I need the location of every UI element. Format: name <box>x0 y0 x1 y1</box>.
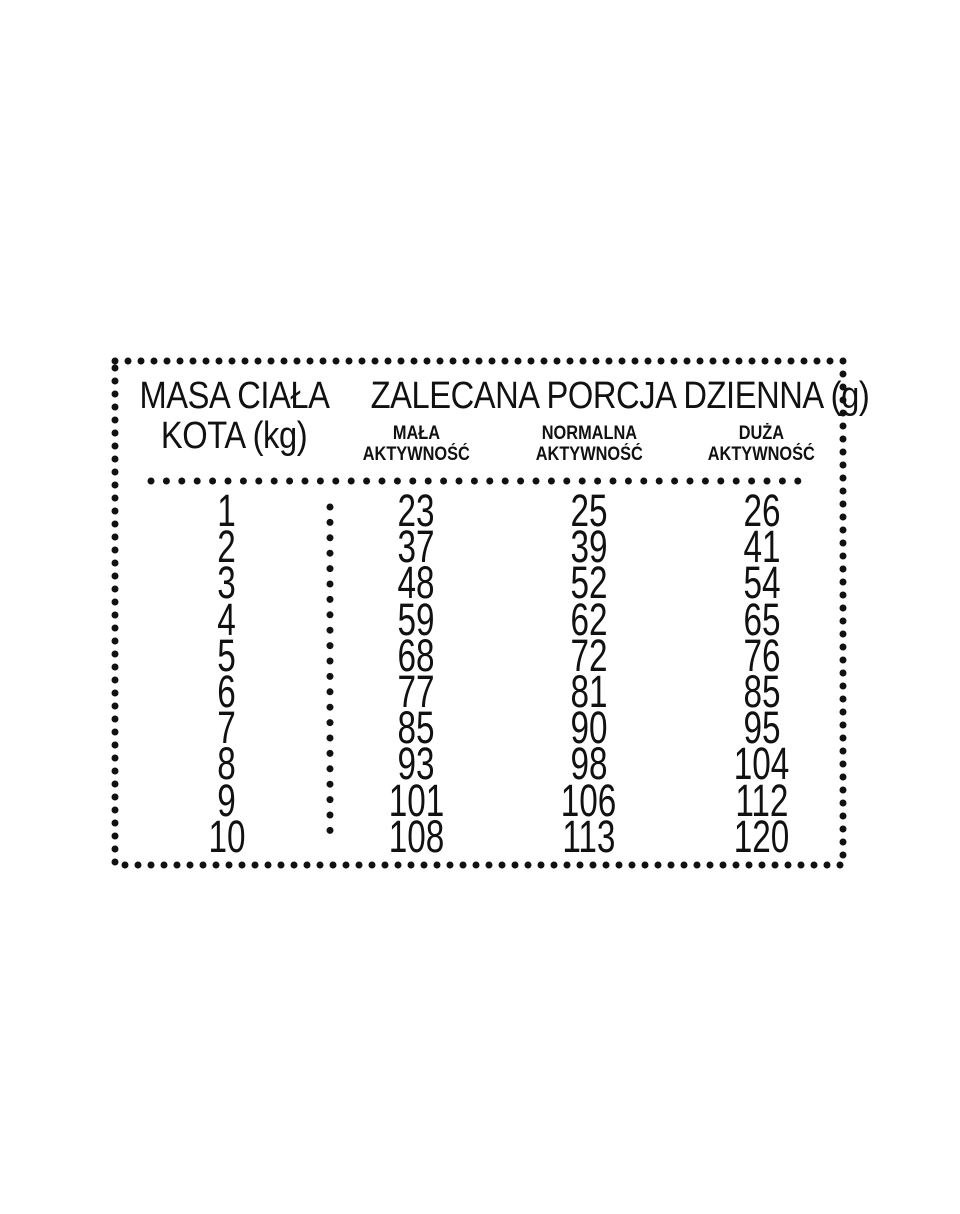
cell-low-activity-value: 59 <box>397 593 435 645</box>
cell-normal-activity-value: 90 <box>570 702 608 754</box>
subheader-high-line1: DUŻA <box>738 423 785 444</box>
cell-weight-value: 8 <box>217 738 237 790</box>
cell-high-activity-value: 65 <box>743 593 781 645</box>
weight-header-line2-text: KOTA (kg) <box>160 415 308 457</box>
cell-low-activity-value: 85 <box>397 702 435 754</box>
cell-normal-activity-value: 72 <box>570 629 608 681</box>
subheader-high-line2: AKTYWNOŚĆ <box>708 444 816 465</box>
cell-high-activity-value: 26 <box>743 485 781 536</box>
cell-normal-activity-value: 62 <box>570 593 608 645</box>
cell-weight-value: 7 <box>217 702 237 754</box>
cell-high-activity-value: 41 <box>743 521 781 573</box>
cell-low-activity-value: 93 <box>397 738 435 790</box>
weight-header-line1-text: MASA CIAŁA <box>139 375 330 417</box>
cell-weight <box>110 810 330 862</box>
subheader-normal-activity <box>503 423 676 465</box>
cell-weight-value: 4 <box>217 593 237 645</box>
cell-low-activity-value: 37 <box>397 521 435 573</box>
cell-high-activity-value: 85 <box>743 665 781 717</box>
cell-normal-activity-value: 81 <box>570 665 608 717</box>
cell-low-activity <box>330 810 503 862</box>
weight-header-line2 <box>110 414 344 458</box>
weight-header-line1 <box>110 374 344 418</box>
cell-high-activity <box>675 810 848 862</box>
subheader-low-line2: AKTYWNOŚĆ <box>362 444 470 465</box>
cell-normal-activity <box>503 810 676 862</box>
subheader-normal-line2: AKTYWNOŚĆ <box>535 444 643 465</box>
cell-weight-value: 1 <box>217 485 237 536</box>
cell-weight-value: 2 <box>217 521 237 573</box>
subheader-high-activity <box>675 423 848 465</box>
cell-normal-activity-value: 52 <box>570 557 608 609</box>
cell-low-activity-value: 48 <box>397 557 435 609</box>
subheader-low-line1: MAŁA <box>392 423 440 444</box>
activity-subheader-row <box>330 423 848 465</box>
cell-high-activity-value: 104 <box>733 738 790 790</box>
subheader-low-activity <box>330 423 503 465</box>
cell-high-activity-value: 54 <box>743 557 781 609</box>
cell-weight-value: 6 <box>217 665 237 717</box>
cell-normal-activity-value: 98 <box>570 738 608 790</box>
cell-low-activity-value: 68 <box>397 629 435 681</box>
table-row <box>110 810 848 862</box>
table-body <box>110 485 848 862</box>
cell-low-activity-value: 77 <box>397 665 435 717</box>
subheader-normal-line1: NORMALNA <box>541 423 637 444</box>
cell-low-activity-value: 108 <box>388 810 445 862</box>
cell-normal-activity-value: 106 <box>561 774 617 826</box>
cell-low-activity-value: 101 <box>388 774 445 826</box>
cell-high-activity-value: 95 <box>743 702 781 754</box>
portion-header-text: ZALECANA PORCJA DZIENNA (g) <box>370 375 870 417</box>
cell-high-activity-value: 76 <box>743 629 781 681</box>
portion-header <box>330 374 870 418</box>
cell-weight-value: 9 <box>217 774 237 826</box>
feeding-table <box>110 357 870 870</box>
cell-low-activity-value: 23 <box>397 485 435 536</box>
cell-normal-activity-value: 25 <box>570 485 608 536</box>
cell-normal-activity-value: 113 <box>562 810 616 862</box>
cell-weight-value: 3 <box>217 557 237 609</box>
cell-normal-activity-value: 39 <box>570 521 608 573</box>
cell-high-activity-value: 112 <box>735 774 789 826</box>
cell-weight-value: 10 <box>208 810 246 862</box>
cell-weight-value: 5 <box>217 629 237 681</box>
cell-high-activity-value: 120 <box>733 810 790 862</box>
